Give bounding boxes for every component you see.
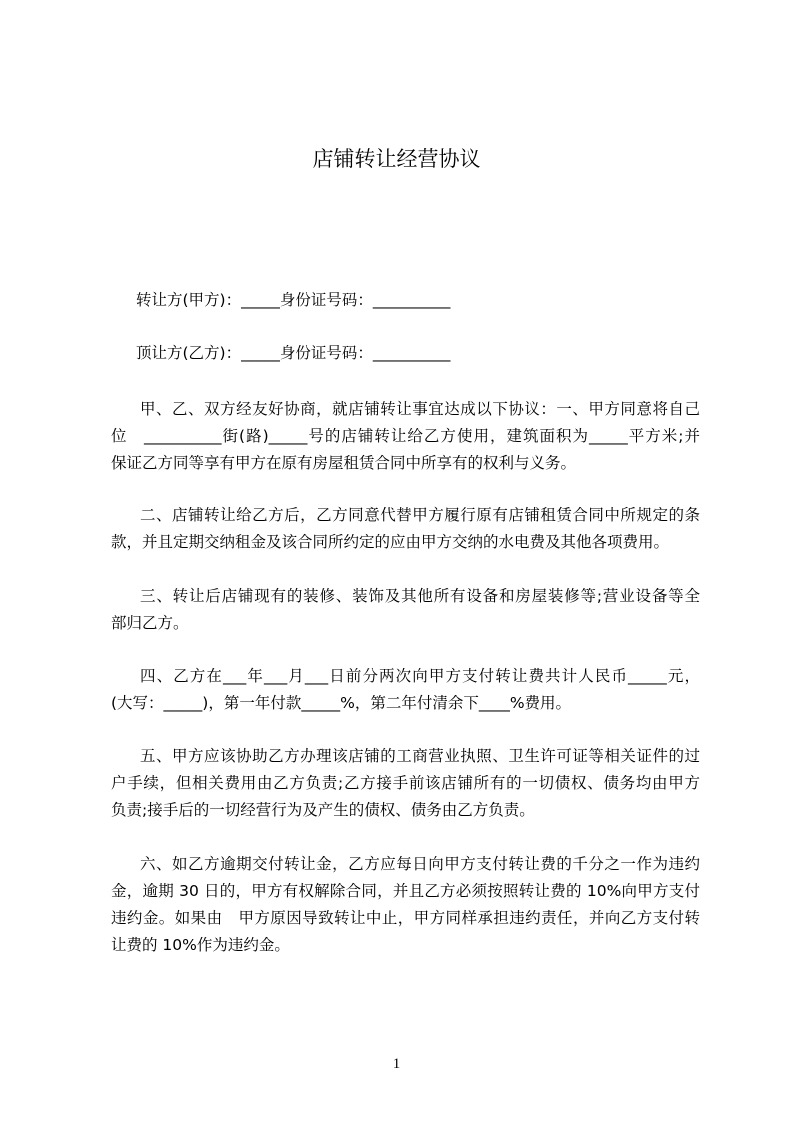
- clause-4-line: (大写：_____)，第一年付款_____%，第二年付清余下____%费用。: [111, 694, 572, 712]
- clause-6-line: 六、如乙方逾期交付转让金，乙方应每日向甲方支付转让费的千分之一作为违约: [140, 855, 700, 873]
- clause-4-line: 四、乙方在___年___月___日前分两次向甲方支付转让费共计人民币_____元，: [140, 667, 700, 685]
- clause-2-line: 款，并且定期交纳租金及该合同所约定的应由甲方交纳的水电费及其他各项费用。: [111, 533, 670, 551]
- clause-2-line: 二、店铺转让给乙方后，乙方同意代替甲方履行原有店铺租赁合同中所规定的条: [140, 506, 700, 524]
- transferor-line: 转让方(甲方)：_____身份证号码：__________: [136, 291, 451, 309]
- page-number: 1: [392, 1056, 401, 1072]
- clause-1-line: 保证乙方同等享有甲方在原有房屋租赁合同中所享有的权利与义务。: [111, 454, 577, 472]
- clause-6-line: 违约金。如果由 甲方原因导致转让中止，甲方同样承担违约责任，并向乙方支付转: [111, 909, 700, 927]
- document-title: 店铺转让经营协议: [312, 147, 481, 171]
- clause-5-line: 五、甲方应该协助乙方办理该店铺的工商营业执照、卫生许可证等相关证件的过: [140, 747, 700, 765]
- clause-5-line: 负责;接手后的一切经营行为及产生的债权、债务由乙方负责。: [111, 801, 535, 819]
- clause-1-line: 甲、乙、双方经友好协商，就店铺转让事宜达成以下协议：一、甲方同意将自己: [140, 400, 700, 418]
- clause-1-line: 位 __________街(路)_____号的店铺转让给乙方使用，建筑面积为_____平方米;并: [111, 427, 700, 445]
- transferee-line: 顶让方(乙方)：_____身份证号码：__________: [136, 344, 451, 362]
- clause-6-line: 让费的 10%作为违约金。: [111, 936, 290, 954]
- clause-6-line: 金，逾期 30 日的，甲方有权解除合同，并且乙方必须按照转让费的 10%向甲方支付: [111, 882, 700, 900]
- clause-3-line: 部归乙方。: [111, 614, 189, 632]
- clause-3-line: 三、转让后店铺现有的装修、装饰及其他所有设备和房屋装修等;营业设备等全: [140, 587, 700, 605]
- clause-5-line: 户手续，但相关费用由乙方负责;乙方接手前该店铺所有的一切债权、债务均由甲方: [111, 774, 700, 792]
